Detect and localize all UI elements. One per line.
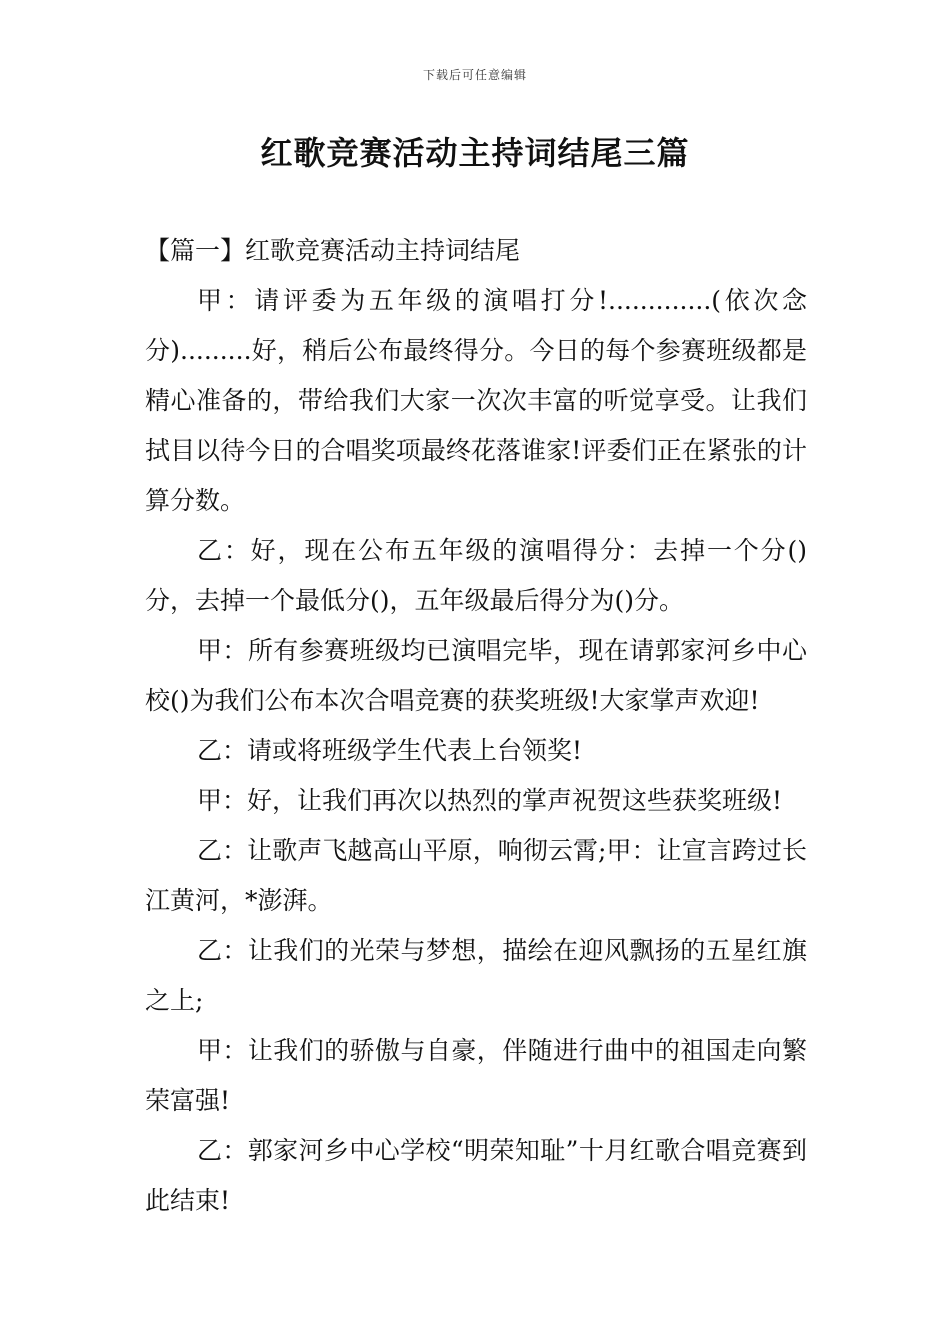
paragraph: 甲：让我们的骄傲与自豪，伴随进行曲中的祖国走向繁荣富强! <box>145 1036 807 1115</box>
paragraph: 乙：请或将班级学生代表上台领奖! <box>197 736 583 765</box>
paragraph: 乙：让我们的光荣与梦想，描绘在迎风飘扬的五星红旗之上; <box>145 936 807 1015</box>
paragraph: 乙：让歌声飞越高山平原，响彻云霄;甲：让宣言跨过长江黄河，*澎湃。 <box>145 836 807 915</box>
paragraph: 乙：郭家河乡中心学校“明荣知耻”十月红歌合唱竞赛到此结束! <box>145 1136 807 1215</box>
paragraph: 甲：请评委为五年级的演唱打分!.............(依次念分).........好，稍后公布最终得分。今日的每个参赛班级都是精心准备的，带给我们大家一次次丰富的听觉享受。让我们拭目以待今日的合唱奖项最终花落谁家!评委们正在紧张的计算分数。 <box>145 286 807 515</box>
paragraph: 甲：好，让我们再次以热烈的掌声祝贺这些获奖班级! <box>197 786 783 815</box>
paragraph: 甲：所有参赛班级均已演唱完毕，现在请郭家河乡中心校()为我们公布本次合唱竞赛的获奖班级!大家掌声欢迎! <box>145 636 807 715</box>
document-body <box>145 226 807 1226</box>
paragraph: 乙：好，现在公布五年级的演唱得分：去掉一个分()分，去掉一个最低分()，五年级最后得分为()分。 <box>145 536 807 615</box>
section-heading: 【篇一】红歌竞赛活动主持词结尾 <box>145 236 521 265</box>
document-title: 红歌竞赛活动主持词结尾三篇 <box>260 134 690 172</box>
header-note: 下载后可任意编辑 <box>422 68 527 82</box>
